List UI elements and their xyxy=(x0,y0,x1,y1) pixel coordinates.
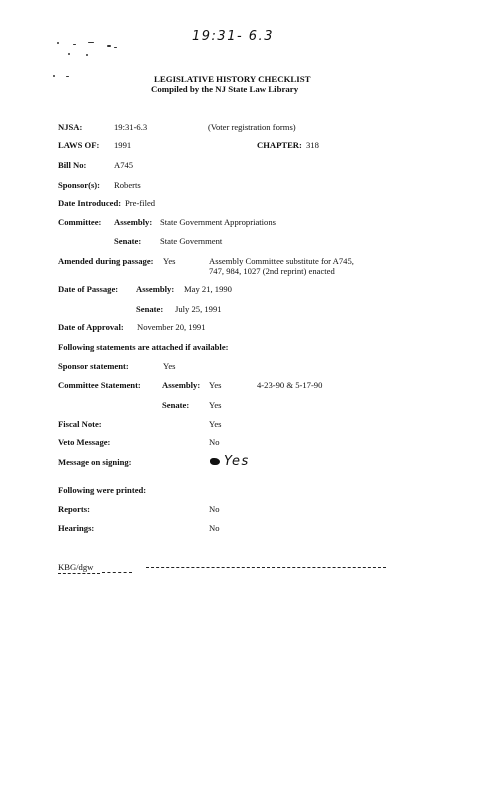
scan-mark xyxy=(53,75,55,77)
bill-no-label: Bill No: xyxy=(58,160,87,170)
date-of-approval-label: Date of Approval: xyxy=(58,322,124,332)
committee-label: Committee: xyxy=(58,217,102,227)
njsa-value: 19:31-6.3 xyxy=(114,122,148,132)
fiscal-note-value: Yes xyxy=(209,419,222,429)
scan-mark xyxy=(73,44,76,45)
ink-blot-mark xyxy=(210,458,220,465)
sponsor-statement-label: Sponsor statement: xyxy=(58,361,129,371)
scan-mark xyxy=(107,45,111,47)
sponsor-value: Roberts xyxy=(114,180,141,190)
date-of-passage-label: Date of Passage: xyxy=(58,284,119,294)
cs-assembly-value: Yes xyxy=(209,380,222,390)
footer-initials: KBG/dgw xyxy=(58,562,94,572)
date-of-approval-value: November 20, 1991 xyxy=(137,322,206,332)
printed-heading: Following were printed: xyxy=(58,485,147,495)
message-signing-value: Yes xyxy=(224,454,250,469)
amended-value: Yes xyxy=(163,256,176,266)
page-subtitle: Compiled by the NJ State Law Library xyxy=(151,84,299,94)
amended-note-line2: 747, 984, 1027 (2nd reprint) enacted xyxy=(209,266,335,276)
chapter-value: 318 xyxy=(306,140,319,150)
scan-mark xyxy=(68,53,70,55)
njsa-note: (Voter registration forms) xyxy=(208,122,296,132)
date-introduced-label: Date Introduced: xyxy=(58,198,122,208)
committee-assembly-value: State Government Appropriations xyxy=(160,217,276,227)
date-introduced-value: Pre-filed xyxy=(125,198,156,208)
statements-heading: Following statements are attached if available: xyxy=(58,342,229,352)
scan-mark xyxy=(88,42,94,43)
committee-statement-label: Committee Statement: xyxy=(58,380,141,390)
hearings-value: No xyxy=(209,523,220,533)
scan-mark xyxy=(57,42,59,44)
passage-senate-label: Senate: xyxy=(136,304,164,314)
cs-senate-label: Senate: xyxy=(162,400,190,410)
passage-assembly-label: Assembly: xyxy=(136,284,175,294)
committee-assembly-label: Assembly: xyxy=(114,217,153,227)
scan-mark xyxy=(114,47,117,48)
passage-assembly-value: May 21, 1990 xyxy=(184,284,232,294)
message-signing-label: Message on signing: xyxy=(58,457,132,467)
amended-label: Amended during passage: xyxy=(58,256,154,266)
amended-note-line1: Assembly Committee substitute for A745, xyxy=(209,256,354,266)
scan-mark xyxy=(86,54,88,56)
bill-no-value: A745 xyxy=(114,160,134,170)
committee-senate-value: State Government xyxy=(160,236,223,246)
committee-senate-label: Senate: xyxy=(114,236,142,246)
footer-dashed-line xyxy=(146,567,386,568)
laws-of-value: 1991 xyxy=(114,140,132,150)
veto-message-label: Veto Message: xyxy=(58,437,111,447)
njsa-label: NJSA: xyxy=(58,122,83,132)
chapter-label: CHAPTER: xyxy=(257,140,302,150)
cs-assembly-dates: 4-23-90 & 5-17-90 xyxy=(257,380,323,390)
veto-message-value: No xyxy=(209,437,220,447)
reports-label: Reports: xyxy=(58,504,90,514)
laws-of-label: LAWS OF: xyxy=(58,140,100,150)
scan-mark xyxy=(66,76,69,77)
page-title: LEGISLATIVE HISTORY CHECKLIST xyxy=(154,74,311,84)
footer-dashed-line-short xyxy=(102,572,132,573)
handwritten-reference: 19:31- 6.3 xyxy=(192,29,274,44)
sponsor-label: Sponsor(s): xyxy=(58,180,101,190)
hearings-label: Hearings: xyxy=(58,523,95,533)
reports-value: No xyxy=(209,504,220,514)
passage-senate-value: July 25, 1991 xyxy=(175,304,222,314)
footer-underline xyxy=(58,573,100,574)
fiscal-note-label: Fiscal Note: xyxy=(58,419,102,429)
cs-assembly-label: Assembly: xyxy=(162,380,201,390)
sponsor-statement-value: Yes xyxy=(163,361,176,371)
cs-senate-value: Yes xyxy=(209,400,222,410)
